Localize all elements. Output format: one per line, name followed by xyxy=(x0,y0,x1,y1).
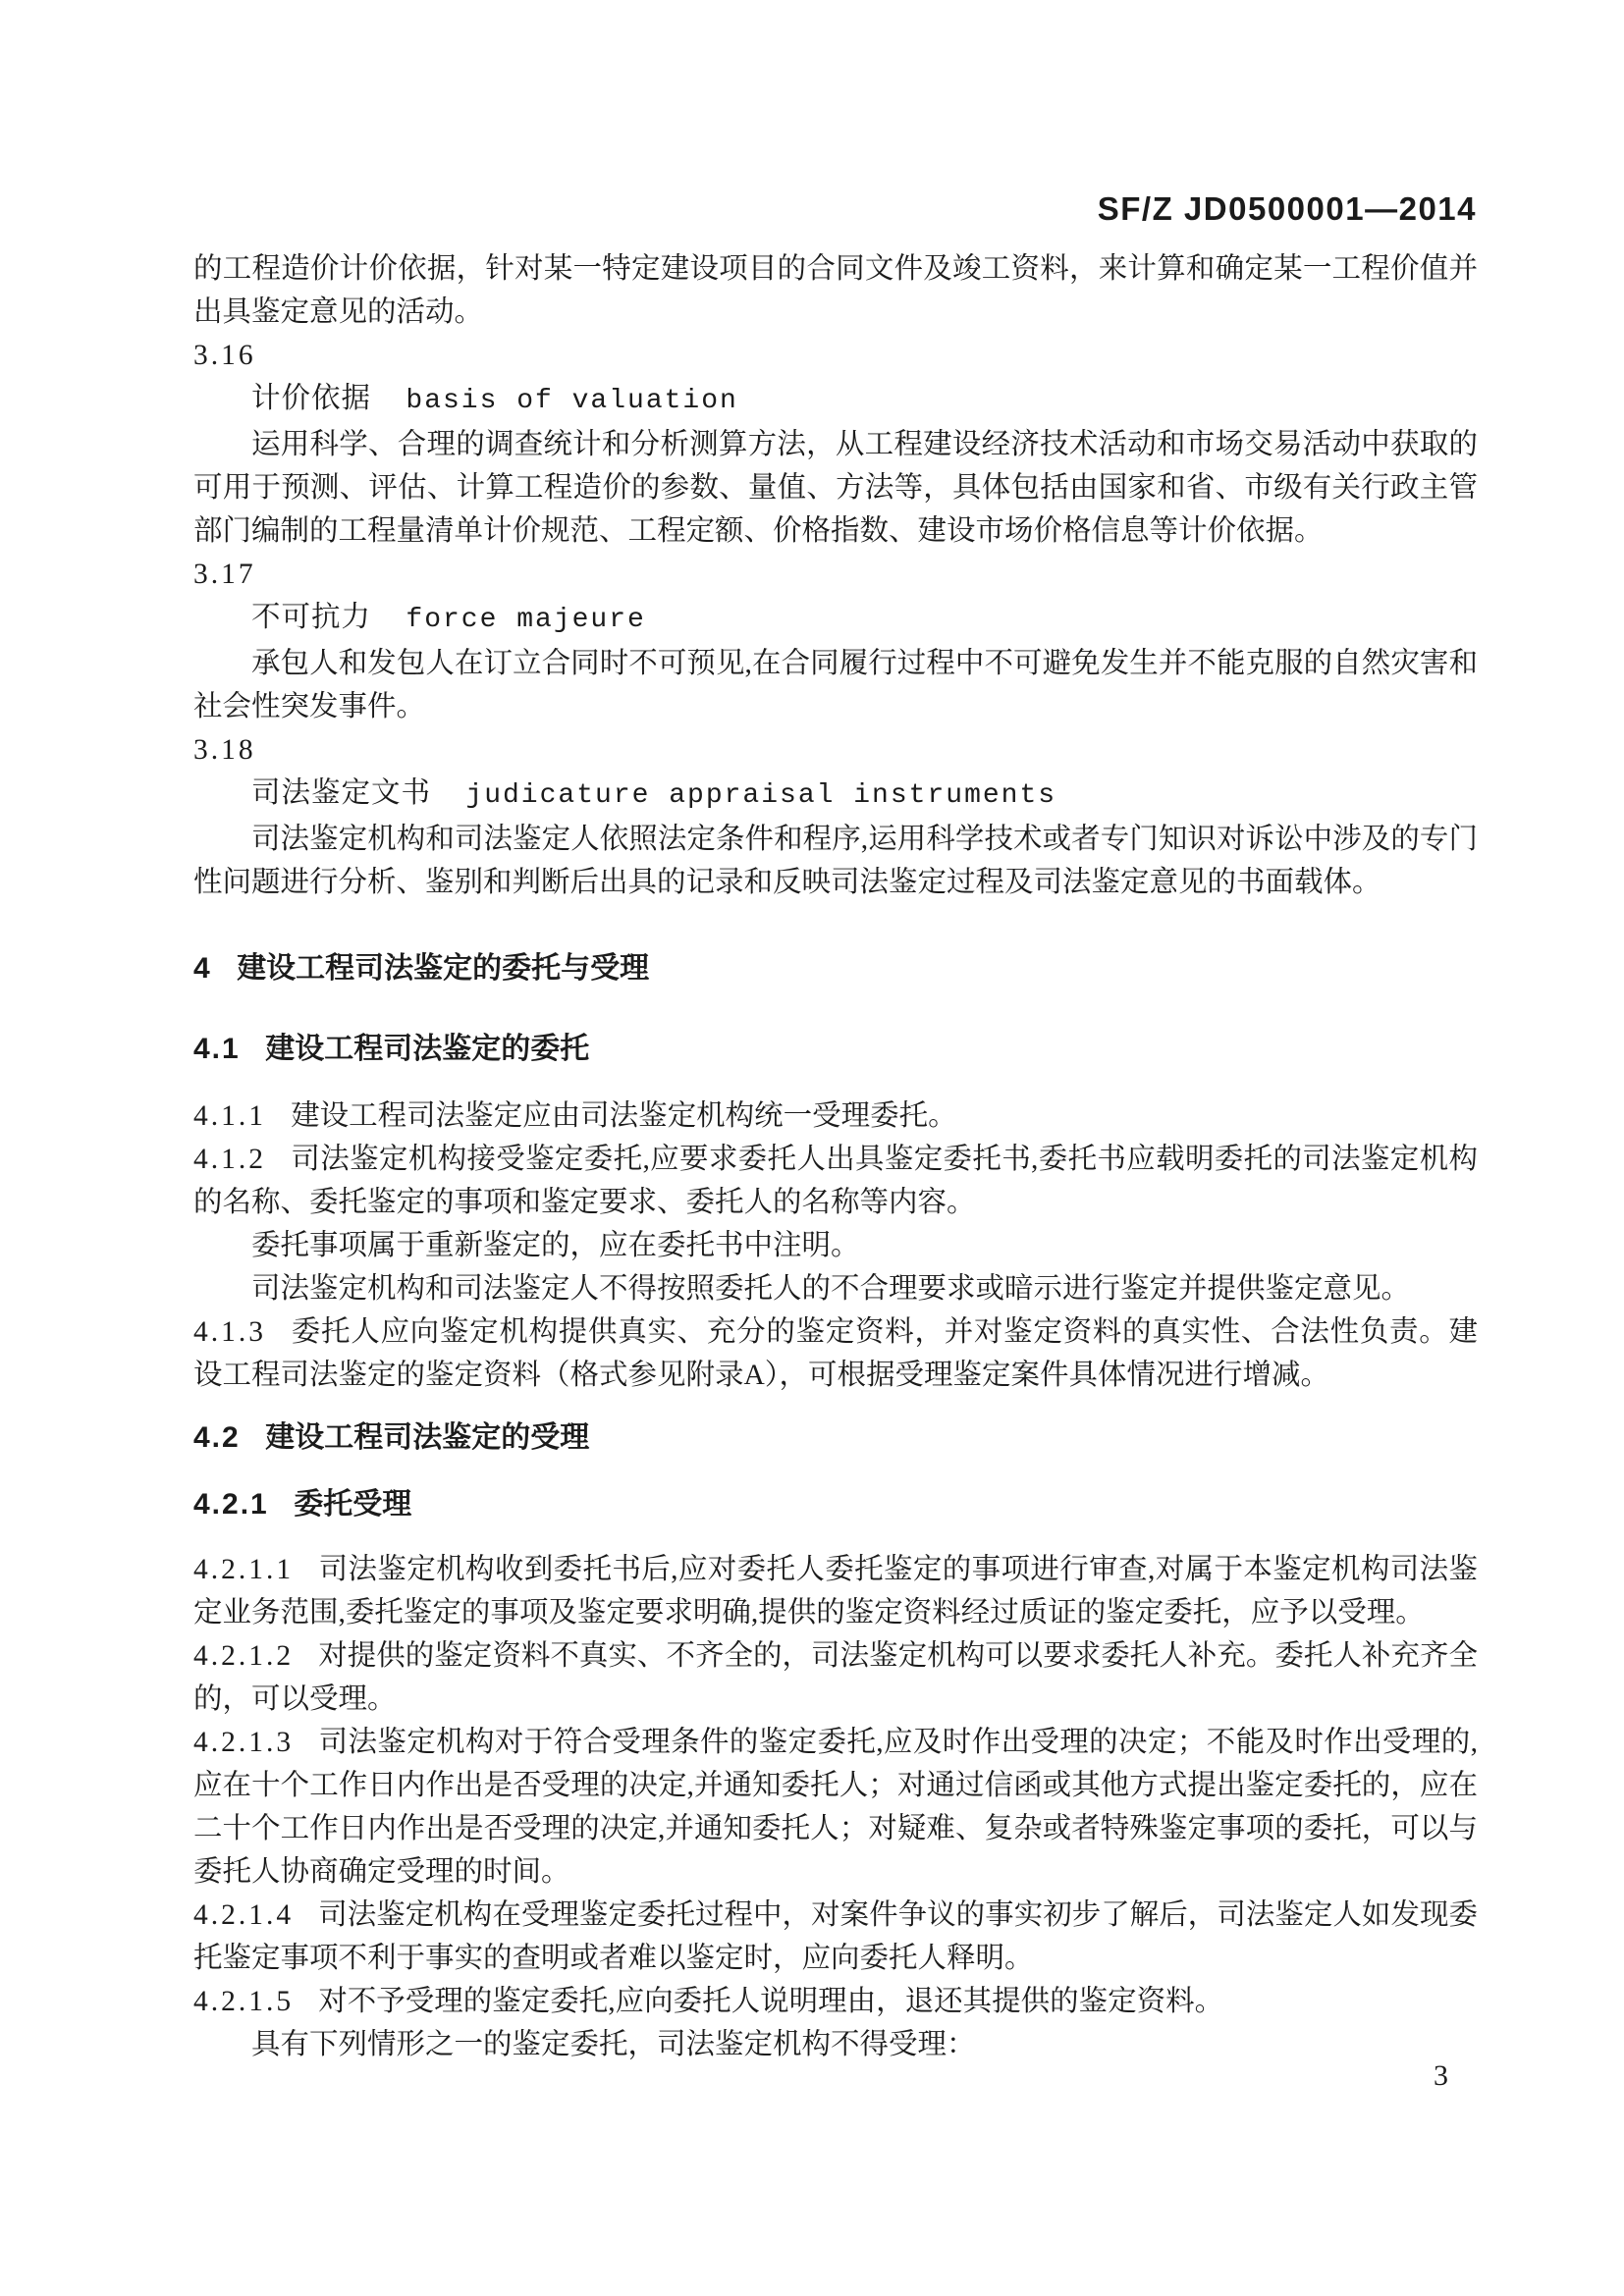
term-name-en: judicature appraisal instruments xyxy=(465,780,1057,811)
term-number: 3.16 xyxy=(193,340,256,371)
section-heading xyxy=(193,1416,1478,1460)
subsection-number: 4.2.1 xyxy=(193,1488,269,1521)
clause-text: 司法鉴定机构收到委托书后,应对委托人委托鉴定的事项进行审查,对属于本鉴定机构司法鉴定业务范围,委托鉴定的事项及鉴定要求明确,提供的鉴定资料经过质证的鉴定委托，应予以受理。 xyxy=(193,1554,1478,1629)
clause-number: 4.2.1.1 xyxy=(193,1554,295,1585)
term-name-en: force majeure xyxy=(406,605,646,635)
term-name-en: basis of valuation xyxy=(406,386,738,416)
clause-number: 4.1.2 xyxy=(193,1144,266,1175)
term-line xyxy=(193,596,1478,642)
clause-text: 司法鉴定机构接受鉴定委托,应要求委托人出具鉴定委托书,委托书应载明委托的司法鉴定机构的名称、委托鉴定的事项和鉴定要求、委托人的名称等内容。 xyxy=(193,1144,1478,1218)
document-body xyxy=(193,247,1478,2066)
clause-text: 建设工程司法鉴定应由司法鉴定机构统一受理委托。 xyxy=(291,1100,957,1132)
section-title: 建设工程司法鉴定的受理 xyxy=(265,1421,590,1454)
subsection-heading xyxy=(193,1483,1478,1526)
clause-subparagraph: 司法鉴定机构和司法鉴定人不得按照委托人的不合理要求或暗示进行鉴定并提供鉴定意见。 xyxy=(251,1273,1411,1305)
clause xyxy=(193,1634,1478,1721)
clause-number: 4.1.1 xyxy=(193,1100,266,1132)
clause xyxy=(193,1138,1478,1224)
clause xyxy=(193,1310,1478,1397)
page-number: 3 xyxy=(1434,2059,1448,2092)
chapter-number: 4 xyxy=(193,952,212,985)
clause-text: 对不予受理的鉴定委托,应向委托人说明理由，退还其提供的鉴定资料。 xyxy=(318,1986,1224,2017)
clause-subparagraph: 具有下列情形之一的鉴定委托，司法鉴定机构不得受理： xyxy=(251,2029,976,2060)
clause xyxy=(193,1894,1478,1980)
clause-text: 司法鉴定机构在受理鉴定委托过程中，对案件争议的事实初步了解后，司法鉴定人如发现委托鉴定事项不利于事实的查明或者难以鉴定时，应向委托人释明。 xyxy=(193,1899,1478,1974)
term-definition: 司法鉴定机构和司法鉴定人依照法定条件和程序,运用科学技术或者专门知识对诉讼中涉及的专门性问题进行分析、鉴别和判断后出具的记录和反映司法鉴定过程及司法鉴定意见的书面载体。 xyxy=(193,824,1478,898)
section-number: 4.2 xyxy=(193,1421,241,1454)
standard-number-header: SF/Z JD0500001—2014 xyxy=(1097,190,1477,227)
clause-text: 委托人应向鉴定机构提供真实、充分的鉴定资料，并对鉴定资料的真实性、合法性负责。建设工程司法鉴定的鉴定资料（格式参见附录A），可根据受理鉴定案件具体情况进行增减。 xyxy=(193,1316,1478,1391)
term-line xyxy=(193,377,1478,423)
term-name-zh: 不可抗力 xyxy=(251,602,372,633)
clause xyxy=(193,1980,1478,2023)
clause-number: 4.2.1.3 xyxy=(193,1727,295,1758)
term-line xyxy=(193,772,1478,818)
clause-text: 司法鉴定机构对于符合受理条件的鉴定委托,应及时作出受理的决定；不能及时作出受理的,应在十个工作日内作出是否受理的决定,并通知委托人；对通过信函或其他方式提出鉴定委托的，应在二十个工作日内作出是否受理的决定,并通知委托人；对疑难、复杂或者特殊鉴定事项的委托，可以与委托人协商确定受理的时间。 xyxy=(193,1727,1478,1888)
term-number: 3.18 xyxy=(193,734,256,766)
section-heading xyxy=(193,1028,1478,1071)
term-definition: 运用科学、合理的调查统计和分析测算方法，从工程建设经济技术活动和市场交易活动中获取的可用于预测、评估、计算工程造价的参数、量值、方法等，具体包括由国家和省、市级有关行政主管部门编制的工程量清单计价规范、工程定额、价格指数、建设市场价格信息等计价依据。 xyxy=(193,429,1478,547)
term-name-zh: 计价依据 xyxy=(251,383,372,414)
clause xyxy=(193,1721,1478,1894)
term-name-zh: 司法鉴定文书 xyxy=(251,777,432,809)
clause-number: 4.2.1.5 xyxy=(193,1986,295,2017)
term-number: 3.17 xyxy=(193,559,256,590)
chapter-title: 建设工程司法鉴定的委托与受理 xyxy=(237,952,650,985)
paragraph-continuation: 的工程造价计价依据，针对某一特定建设项目的合同文件及竣工资料，来计算和确定某一工程价值并出具鉴定意见的活动。 xyxy=(193,253,1478,328)
subsection-title: 委托受理 xyxy=(294,1488,412,1521)
chapter-heading xyxy=(193,947,1478,990)
clause-number: 4.2.1.4 xyxy=(193,1899,295,1931)
section-number: 4.1 xyxy=(193,1033,241,1065)
clause-number: 4.1.3 xyxy=(193,1316,266,1348)
clause xyxy=(193,1095,1478,1138)
clause-number: 4.2.1.2 xyxy=(193,1640,295,1672)
clause xyxy=(193,1548,1478,1634)
clause-subparagraph: 委托事项属于重新鉴定的，应在委托书中注明。 xyxy=(251,1230,860,1261)
section-title: 建设工程司法鉴定的委托 xyxy=(265,1033,590,1065)
clause-text: 对提供的鉴定资料不真实、不齐全的，司法鉴定机构可以要求委托人补充。委托人补充齐全的，可以受理。 xyxy=(193,1640,1478,1715)
term-definition: 承包人和发包人在订立合同时不可预见,在合同履行过程中不可避免发生并不能克服的自然灾害和社会性突发事件。 xyxy=(193,648,1478,722)
